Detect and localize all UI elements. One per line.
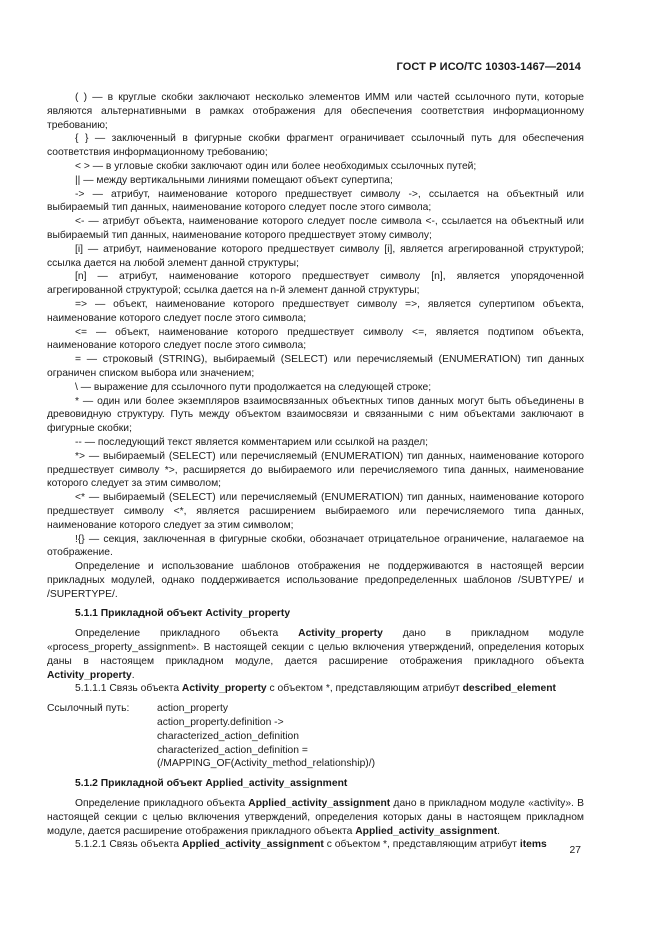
paragraph: [i] — атрибут, наименование которого предшествует символу [i], является агрегированной структурой; ссылка дается на любой элемент данной структуры; — [47, 243, 584, 269]
paragraph: !{} — секция, заключенная в фигурные скобки, обозначает отрицательное ограничение, налагаемое на отображение. — [47, 533, 584, 559]
section-heading-511: 5.1.1 Прикладной объект Activity_property — [75, 608, 291, 620]
attribute-name: items — [519, 839, 547, 851]
section-definition-511 — [47, 627, 584, 682]
def-text: дано в прикладном модуле «activity». В настоящей секции с целью включения утверждений, определения которых даны в настоящем прикладном модуле, дается расширение отображения прикладного объекта — [47, 798, 584, 837]
reference-path-line: action_property — [157, 703, 228, 715]
reference-path-line: characterized_action_definition — [157, 730, 299, 742]
def-text: дано в прикладном модуле «process_property_assignment». В настоящей секции с целью включения утверждений, определения которых даны в настоящем прикладном модуле, дается расширение отображения прикладного объекта — [47, 628, 585, 667]
sub-text: с объектом *, представляющим атрибут — [266, 683, 463, 695]
paragraph: [n] — атрибут, наименование которого предшествует символу [n], является упорядоченной агрегированной структурой; ссылка дается на n-й элемент данной структуры; — [47, 271, 584, 297]
reference-path-line: characterized_action_definition = — [157, 744, 308, 756]
reference-path-lines — [157, 702, 375, 771]
entity-name: Applied_activity_assignment — [181, 839, 324, 851]
paragraph: ( ) — в круглые скобки заключают несколько элементов ИММ или частей ссылочного пути, которые являются альтернативными в рамках отображения для обеспечения соответствия информационному требованию; — [47, 92, 584, 131]
attribute-name: described_element — [462, 683, 556, 695]
entity-name: Applied_activity_assignment — [248, 798, 391, 810]
paragraph: = — строковый (STRING), выбираемый (SELECT) или перечисляемый (ENUMERATION) тип данных ограничен списком выбора или значением; — [47, 354, 584, 379]
paragraph: { } — заключенный в фигурные скобки фрагмент ограничивает ссылочный путь для обеспечения соответствия информационному требованию; — [47, 133, 584, 159]
page-number: 27 — [569, 845, 581, 856]
sub-text: 5.1.2.1 Связь объекта — [75, 839, 182, 851]
subsection-title-5111 — [47, 682, 584, 696]
entity-name: Activity_property — [181, 683, 267, 695]
paragraph: * — один или более экземпляров взаимосвязанных объектных типов данных могут быть объединены в древовидную структуру. Путь между объектом взаимосвязи и связанными с ним объектами заключают в фигурные скобки; — [47, 395, 584, 435]
paragraph: -> — атрибут, наименование которого предшествует символу ->, ссылается на объектный или выбираемый тип данных, наименование которого следует после этого символа; — [47, 188, 584, 214]
reference-path-line: (/MAPPING_OF(Activity_method_relationship)/) — [157, 758, 376, 770]
paragraph: <- — атрибут объекта, наименование которого следует после символа <-, ссылается на объектный или выбираемый тип данных, наименование которого предшествует этому символу; — [47, 216, 584, 241]
subsection-title-5121 — [47, 838, 584, 852]
paragraph: <= — объект, наименование которого предшествует символу <=, является подтипом объекта, наименование которого следует после этого символа; — [47, 326, 584, 352]
def-text: . — [131, 669, 135, 681]
def-text: . — [497, 825, 501, 837]
document-header: ГОСТ Р ИСО/ТС 10303-1467—2014 — [396, 61, 581, 73]
entity-name: Activity_property — [47, 669, 132, 681]
paragraph: -- — последующий текст является комментарием или ссылкой на раздел; — [75, 436, 428, 448]
def-text: Определение прикладного объекта — [75, 628, 299, 640]
page-body — [47, 91, 584, 852]
reference-path-label: Ссылочный путь: — [47, 703, 130, 715]
paragraph: => — объект, наименование которого предшествует символу =>, является супертипом объекта, наименование которого следует после этого символа; — [47, 298, 584, 324]
paragraph: \ — выражение для ссылочного пути продолжается на следующей строке; — [75, 381, 432, 393]
section-definition-512 — [47, 797, 584, 838]
paragraph: < > — в угловые скобки заключают один или более необходимых ссылочных путей; — [75, 160, 477, 172]
sub-text: с объектом *, представляющим атрибут — [323, 839, 520, 851]
paragraph: Определение и использование шаблонов отображения не поддерживаются в настоящей версии прикладных модулей, однако поддерживается использование предопределенных шаблонов /SUBTYPE/ и /SUPERTYPE/. — [47, 561, 584, 600]
sub-text: 5.1.1.1 Связь объекта — [75, 683, 182, 695]
reference-path — [47, 702, 584, 771]
entity-name: Activity_property — [298, 628, 383, 640]
reference-path-line: action_property.definition -> — [157, 717, 284, 729]
paragraph: <* — выбираемый (SELECT) или перечисляемый (ENUMERATION) тип данных, наименование которого предшествует символу <*, является расширением выбираемого или перечисляемого типа данных, наименование которого следует за этим символом; — [47, 492, 584, 531]
paragraph: || — между вертикальными линиями помещают объект супертипа; — [75, 174, 393, 186]
paragraph: *> — выбираемый (SELECT) или перечисляемый (ENUMERATION) тип данных, наименование которого предшествует символу *>, расширяется до выбираемого или перечисляемого типа данных, наименование которого следует за этим символом; — [47, 450, 584, 490]
entity-name: Applied_activity_assignment — [355, 825, 498, 837]
section-heading-512: 5.1.2 Прикладной объект Applied_activity_assignment — [75, 778, 348, 790]
def-text: Определение прикладного объекта — [75, 798, 249, 810]
